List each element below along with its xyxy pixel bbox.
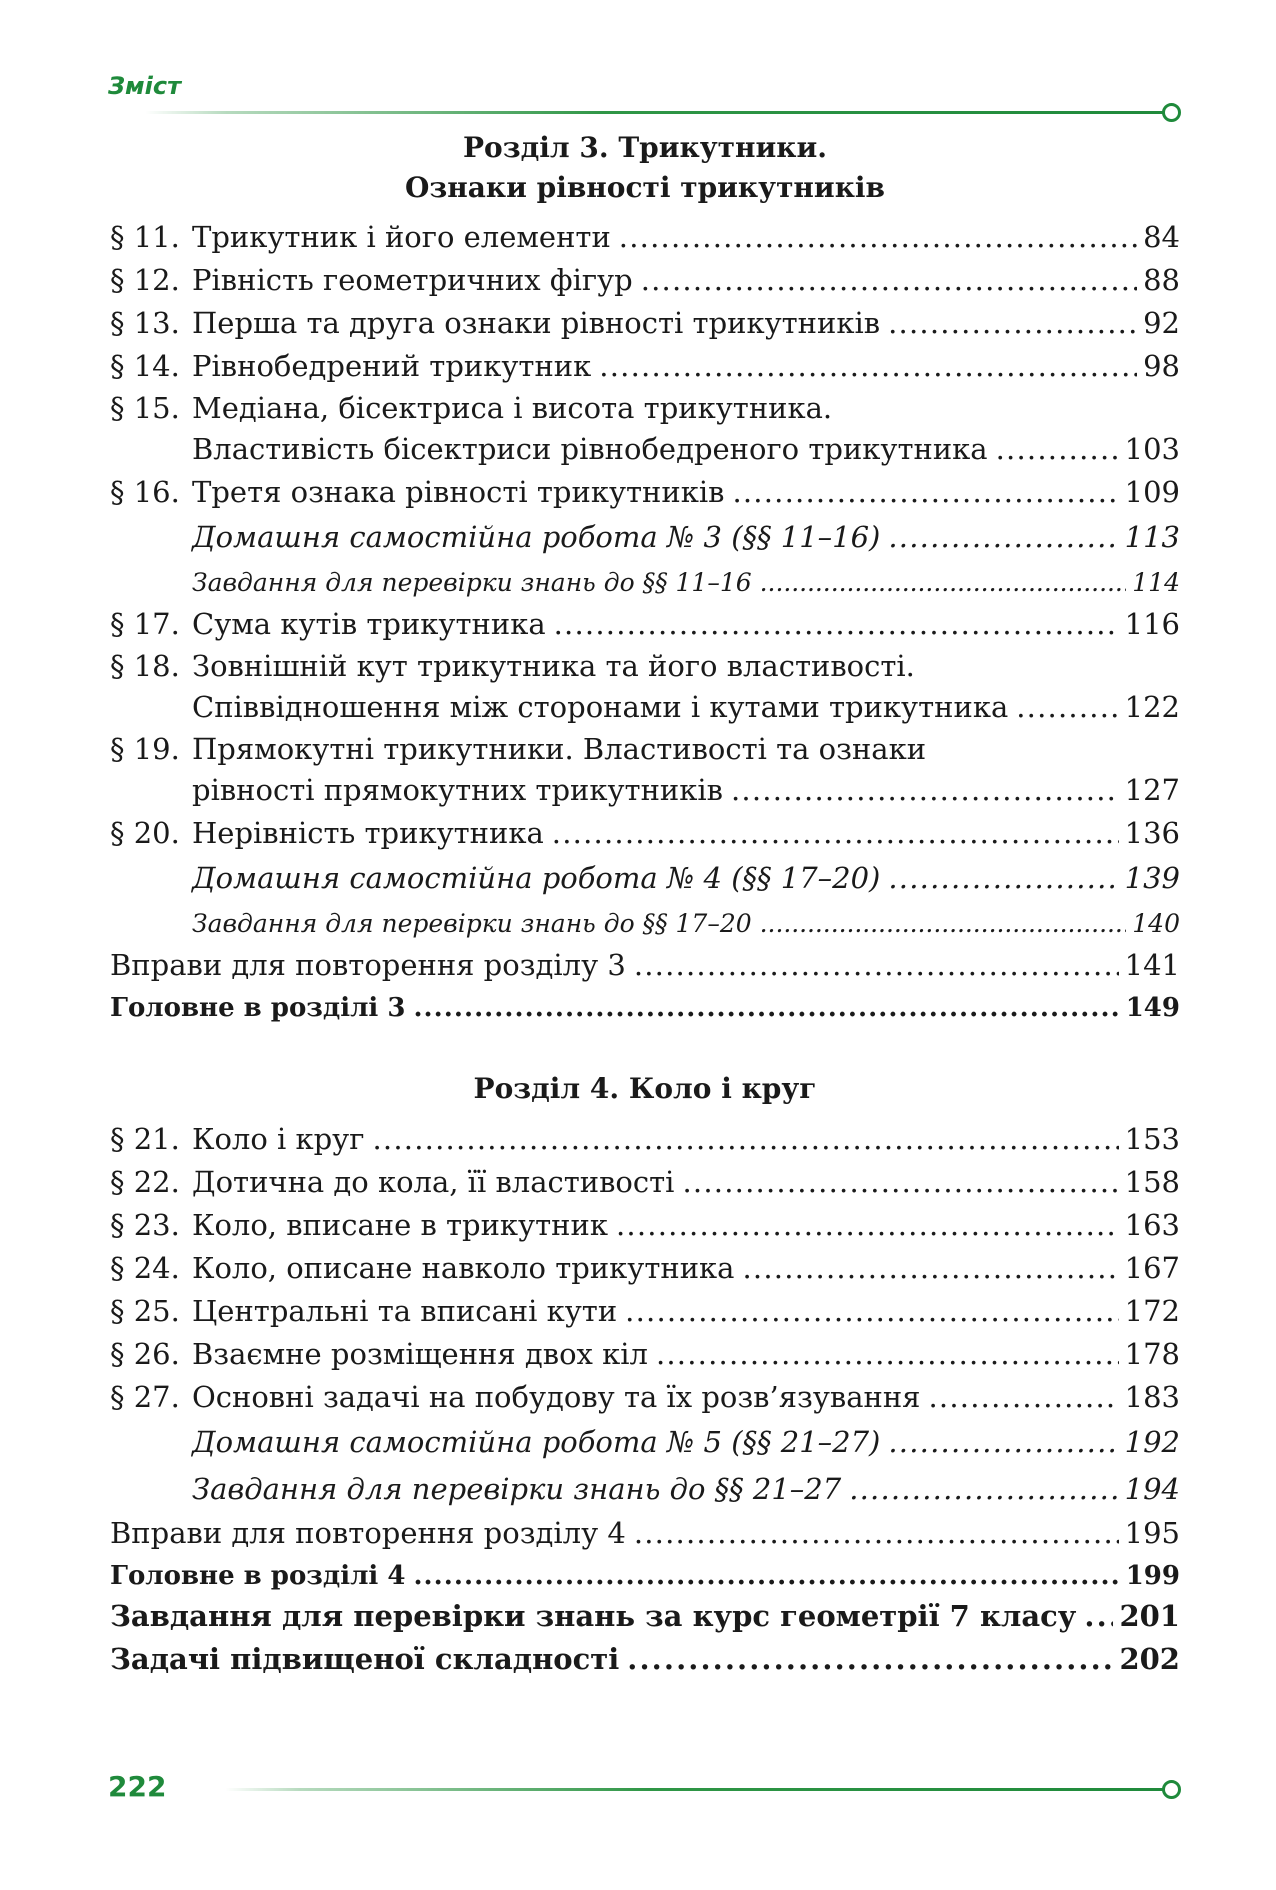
toc-entry-number: § 23. (110, 1208, 180, 1242)
chapter-3-title-line-1: Розділ 3. Трикутники. (462, 131, 828, 164)
toc-entry-title: Домашня самостійна робота № 3 (§§ 11–16) (192, 520, 881, 554)
toc-entry-title: Основні задачі на побудову та їх розв’язування (192, 1380, 921, 1414)
toc-entry-page: 199 (1125, 1561, 1180, 1591)
toc-entry-number: § 22. (110, 1165, 180, 1199)
toc-leader-dots (760, 902, 1127, 945)
toc-entry-homework[interactable] (110, 514, 1180, 561)
toc-entry-test[interactable] (110, 1466, 1180, 1512)
footer-divider-end-circle (1162, 1780, 1181, 1799)
toc-entry-number: § 21. (110, 1122, 180, 1156)
toc-leader-dots (554, 603, 1119, 646)
toc-entry-summary[interactable] (110, 1555, 1180, 1595)
toc-entry-title: Головне в розділі 3 (110, 993, 406, 1023)
toc-leader-dots (888, 855, 1118, 902)
toc-entry[interactable] (110, 259, 1180, 302)
toc-leader-dots (731, 769, 1119, 812)
toc-leader-dots (888, 514, 1118, 561)
toc-entry[interactable] (110, 603, 1180, 646)
toc-entry-test[interactable] (110, 561, 1180, 603)
toc-entry-homework[interactable] (110, 855, 1180, 902)
toc-leader-dots (996, 428, 1119, 471)
toc-entry-page: 109 (1124, 475, 1180, 509)
header-divider-end-circle (1162, 103, 1181, 122)
toc-leader-dots (627, 1638, 1113, 1681)
toc-entry-page: 172 (1124, 1294, 1180, 1328)
toc-entry-number: § 17. (110, 607, 180, 641)
toc-entry-title: Завдання для перевірки знань до §§ 11–16 (192, 568, 752, 597)
toc-entry-number: § 15. (110, 391, 180, 425)
toc-entry-page: 140 (1132, 909, 1180, 938)
toc-entry[interactable] (110, 1204, 1180, 1247)
toc-leader-dots (619, 216, 1137, 259)
toc-entry-title: Вправи для повторення розділу 4 (110, 1516, 626, 1550)
toc-leader-dots (634, 1512, 1119, 1555)
toc-entry-title: Головне в розділі 4 (110, 1561, 406, 1591)
toc-leader-dots (888, 1419, 1118, 1466)
toc-entry[interactable] (110, 1333, 1180, 1376)
toc-entry[interactable] (110, 216, 1180, 259)
toc-leader-dots (1084, 1595, 1113, 1638)
toc-entry-page: 113 (1124, 520, 1180, 554)
toc-entry-page: 158 (1124, 1165, 1180, 1199)
toc-entry-number: § 11. (110, 220, 180, 254)
toc-entry-page: 116 (1124, 607, 1180, 641)
footer-divider (225, 1788, 1165, 1791)
toc-entry[interactable] (110, 1290, 1180, 1333)
toc-leader-dots (372, 1118, 1118, 1161)
toc-entry-page: 103 (1124, 432, 1180, 466)
toc-entry[interactable] (110, 1247, 1180, 1290)
toc-entry[interactable] (110, 646, 1180, 686)
toc-entry-page: 178 (1124, 1337, 1180, 1371)
toc-entry-page: 163 (1124, 1208, 1180, 1242)
toc-entry-title: Домашня самостійна робота № 4 (§§ 17–20) (192, 861, 881, 895)
toc-entry-title: Вправи для повторення розділу 3 (110, 948, 626, 982)
toc-entry-number: § 19. (110, 732, 180, 766)
toc-leader-dots (656, 1333, 1119, 1376)
toc-entry-title: Прямокутні трикутники. Властивості та ознаки (192, 732, 927, 766)
toc-entry-page: 149 (1125, 993, 1180, 1023)
toc-entry-title: Медіана, бісектриса і висота трикутника. (192, 391, 833, 425)
toc-entry-title: Задачі підвищеної складності (110, 1642, 620, 1676)
toc-entry-review[interactable] (110, 1512, 1180, 1555)
toc-entry-number: § 12. (110, 263, 180, 297)
toc-leader-dots (1016, 686, 1118, 729)
chapter-3-toc (110, 216, 1180, 1027)
toc-leader-dots (413, 987, 1119, 1030)
toc-entry-title: Зовнішній кут трикутника та його властивості. (192, 649, 915, 683)
toc-entry-number: § 16. (110, 475, 180, 509)
toc-entry-continuation[interactable] (110, 686, 1180, 729)
toc-entry-page: 192 (1124, 1425, 1180, 1459)
toc-entry[interactable] (110, 1161, 1180, 1204)
toc-entry-summary[interactable] (110, 987, 1180, 1027)
toc-entry-title: Рівність геометричних фігур (192, 263, 633, 297)
toc-entry-number: § 20. (110, 816, 180, 850)
toc-entry-title: Нерівність трикутника (192, 816, 544, 850)
toc-entry-page: 153 (1124, 1122, 1180, 1156)
toc-entry-page: 114 (1132, 568, 1180, 597)
toc-entry-continuation[interactable] (110, 428, 1180, 471)
toc-leader-dots (599, 345, 1137, 388)
toc-entry-title-continued: Властивість бісектриси рівнобедреного трикутника (192, 432, 988, 466)
toc-entry-number: § 18. (110, 649, 180, 683)
toc-entry-page: 127 (1124, 773, 1180, 807)
toc-entry-page: 167 (1124, 1251, 1180, 1285)
toc-entry-page: 88 (1143, 263, 1180, 297)
toc-leader-dots (552, 812, 1119, 855)
toc-entry[interactable] (110, 302, 1180, 345)
toc-entry-test[interactable] (110, 902, 1180, 944)
toc-entry-title: Завдання для перевірки знань до §§ 21–27 (192, 1472, 842, 1506)
toc-entry-page: 202 (1119, 1642, 1180, 1676)
toc-entry-title: Трикутник і його елементи (192, 220, 611, 254)
toc-entry-page: 141 (1124, 948, 1180, 982)
toc-entry-title: Взаємне розміщення двох кіл (192, 1337, 648, 1371)
toc-entry-review[interactable] (110, 944, 1180, 987)
toc-leader-dots (625, 1290, 1118, 1333)
toc-leader-dots (732, 471, 1118, 514)
toc-entry-title-continued: рівності прямокутних трикутників (192, 773, 723, 807)
toc-entry[interactable] (110, 388, 1180, 428)
toc-entry-title-continued: Співвідношення між сторонами і кутами трикутника (192, 690, 1009, 724)
toc-entry-page: 139 (1124, 861, 1180, 895)
toc-leader-dots (413, 1555, 1119, 1598)
toc-entry-page: 195 (1124, 1516, 1180, 1550)
chapter-4-toc (110, 1118, 1180, 1681)
toc-entry-page: 98 (1143, 349, 1180, 383)
toc-entry-title: Центральні та вписані кути (192, 1294, 618, 1328)
section-header-label: Зміст (108, 72, 182, 100)
toc-entry-number: § 26. (110, 1337, 180, 1371)
toc-entry-page: 92 (1143, 306, 1180, 340)
page-number: 222 (108, 1770, 167, 1803)
toc-entry-title: Коло, описане навколо трикутника (192, 1251, 735, 1285)
toc-entry-title: Дотична до кола, її властивості (192, 1165, 675, 1199)
toc-leader-dots (742, 1247, 1118, 1290)
toc-entry-title: Коло, вписане в трикутник (192, 1208, 608, 1242)
toc-entry-number: § 14. (110, 349, 180, 383)
toc-entry-advanced-problems[interactable] (110, 1638, 1180, 1681)
toc-leader-dots (616, 1204, 1119, 1247)
toc-entry[interactable] (110, 729, 1180, 769)
toc-entry-continuation[interactable] (110, 769, 1180, 812)
toc-entry-title: Завдання для перевірки знань за курс геометрії 7 класу (110, 1599, 1077, 1633)
chapter-3-title-line-2: Ознаки рівності трикутників (404, 171, 886, 204)
toc-leader-dots (634, 944, 1119, 987)
toc-entry[interactable] (110, 1118, 1180, 1161)
toc-leader-dots (849, 1466, 1118, 1512)
toc-entry[interactable] (110, 812, 1180, 855)
toc-entry-number: § 25. (110, 1294, 180, 1328)
toc-entry-homework[interactable] (110, 1419, 1180, 1466)
toc-leader-dots (928, 1376, 1118, 1419)
toc-entry[interactable] (110, 1376, 1180, 1419)
toc-entry-page: 194 (1124, 1472, 1180, 1506)
toc-entry-page: 183 (1124, 1380, 1180, 1414)
toc-entry-title: Завдання для перевірки знань до §§ 17–20 (192, 909, 752, 938)
toc-entry-title: Рівнобедрений трикутник (192, 349, 592, 383)
toc-entry-page: 201 (1119, 1599, 1180, 1633)
toc-entry-title: Домашня самостійна робота № 5 (§§ 21–27) (192, 1425, 881, 1459)
toc-entry-title: Третя ознака рівності трикутників (192, 475, 725, 509)
toc-entry-number: § 24. (110, 1251, 180, 1285)
toc-leader-dots (641, 259, 1137, 302)
toc-leader-dots (760, 561, 1127, 604)
toc-leader-dots (682, 1161, 1118, 1204)
toc-entry-title: Коло і круг (192, 1122, 365, 1156)
header-divider (145, 111, 1165, 114)
toc-leader-dots (888, 302, 1137, 345)
toc-entry-number: § 27. (110, 1380, 180, 1414)
toc-entry-title: Перша та друга ознаки рівності трикутників (192, 306, 881, 340)
toc-entry[interactable] (110, 471, 1180, 514)
toc-entry-title: Сума кутів трикутника (192, 607, 546, 641)
toc-entry-page: 84 (1143, 220, 1180, 254)
toc-entry[interactable] (110, 345, 1180, 388)
toc-entry-page: 122 (1124, 690, 1180, 724)
toc-entry-final-test[interactable] (110, 1595, 1180, 1638)
toc-entry-number: § 13. (110, 306, 180, 340)
chapter-4-title: Розділ 4. Коло і круг (473, 1072, 817, 1105)
toc-entry-page: 136 (1124, 816, 1180, 850)
